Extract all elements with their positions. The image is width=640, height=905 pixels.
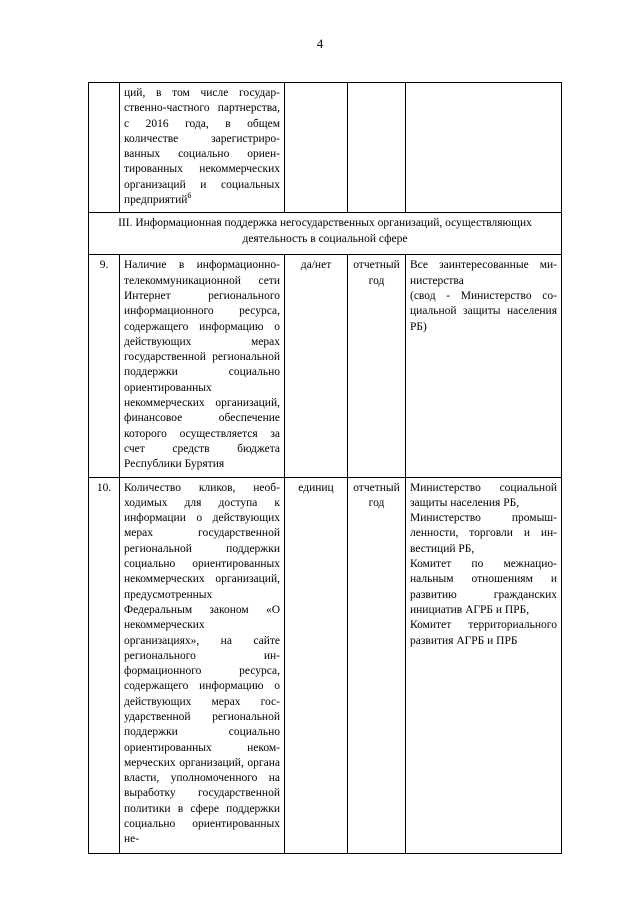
row-number-cell [89,83,120,213]
period-cell [348,83,406,213]
responsible-text: Все заинтересованные министерства [410,259,557,287]
section-heading-row [89,213,562,255]
responsible-cell [406,477,562,853]
section-heading: III. Информационная поддержка негосударственных организаций, осуществляющих деятельность в социальной сфере [89,213,562,255]
responsible-cell [406,255,562,477]
responsible-cell [406,83,562,213]
page-number: 4 [316,36,324,51]
responsible-text: Министерство социальной защиты населения РБ, [410,481,557,509]
unit-cell: единиц [285,477,348,853]
period-cell: отчетный год [348,255,406,477]
responsible-text: Комитет по межнациональным отношениям и развитию гражданских инициатив АГРБ и ПРБ, [410,558,557,616]
indicators-table [88,82,562,854]
unit-cell: да/нет [285,255,348,477]
responsible-text: (свод - Министерство социальной защиты населения РБ) [410,289,557,333]
description-text: ций, в том числе государственно-частного партнерства, с 2016 года, в общем количестве зарегистрированных социально ориентированных некоммерческих организаций и социальных предприятий [124,87,280,207]
indicator-description: Наличие в информационно-телекоммуникационной сети Интернет регионального информационного ресурса, содержащего информацию о действующих мерах государственной региональной поддержки социально ориентированных некоммерческих организаций, финансовое обеспечение которого осуществляется за счет средств бюджета Республики Бурятия [120,255,285,477]
table-row [89,477,562,853]
responsible-text: Министерство промышленности, торговли и инвестиций РБ, [410,512,557,555]
row-number-cell: 10. [89,477,120,853]
period-cell: отчетный год [348,477,406,853]
indicator-description: Количество кликов, необходимых для доступа к информации о действующих мерах государственной региональной поддержки социально ориентированных некоммерческих организаций, предусмотренных Федеральным законом «О некоммерческих организациях», на сайте регионального информационного ресурса, содержащего информацию о действующих мерах государственной региональной поддержки социально ориентированных некоммерческих организаций, органа власти, уполномоченного на выработку государственной политики в сфере поддержки социально ориентированных не- [120,477,285,853]
table-row [89,83,562,213]
row-number-cell: 9. [89,255,120,477]
unit-cell [285,83,348,213]
footnote-marker: 6 [187,191,192,201]
table-row [89,255,562,477]
responsible-text: Комитет территориального развития АГРБ и ПРБ [410,619,557,647]
indicator-description [120,83,285,213]
